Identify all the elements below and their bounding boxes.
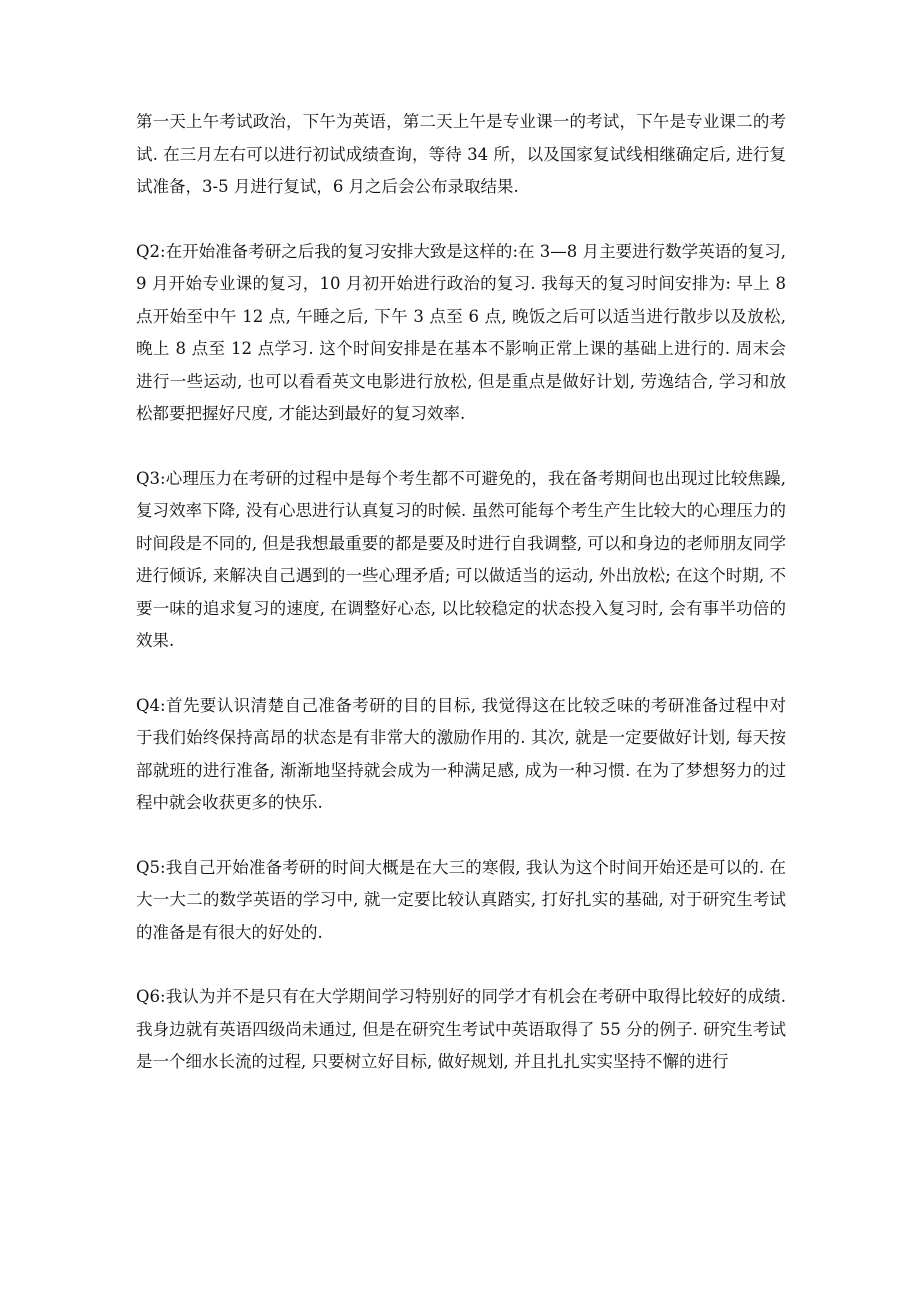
paragraph-q4 [136, 690, 786, 820]
paragraph-exam-schedule [136, 106, 786, 204]
paragraph-q5 [136, 852, 786, 950]
question-label-q3: Q3: [136, 468, 166, 488]
question-label-q4: Q4: [136, 695, 166, 715]
paragraph-text: 我自己开始准备考研的时间大概是在大三的寒假, 我认为这个时间开始还是可以的. 在大一大二的数学英语的学习中, 就一定要比较认真踏实, 打好扎实的基础, 对于研究生考试的准备是有很大的好处的. [136, 857, 786, 942]
paragraph-text: 心理压力在考研的过程中是每个考生都不可避免的，我在备考期间也出现过比较焦躁, 复习效率下降, 没有心思进行认真复习的时候. 虽然可能每个考生产生比较大的心理压力的时间段是不同的, 但是我想最重要的都是要及时进行自我调整, 可以和身边的老师朋友同学进行倾诉, 来解决自己遇到的一些心理矛盾; 可以做适当的运动, 外出放松; 在这个时期, 不要一味的追求复习的速度, 在调整好心态, 以比较稳定的状态投入复习时, 会有事半功倍的效果. [136, 468, 786, 650]
paragraph-q3 [136, 463, 786, 658]
question-label-q2: Q2: [136, 241, 166, 261]
document-body [136, 106, 786, 1079]
question-label-q6: Q6: [136, 987, 166, 1006]
paragraph-q2 [136, 236, 786, 431]
paragraph-text: 我认为并不是只有在大学期间学习特别好的同学才有机会在考研中取得比较好的成绩. 我身边就有英语四级尚未通过, 但是在研究生考试中英语取得了 55 分的例子. 研究生考试是一个细水长流的过程, 只要树立好目标, 做好规划, 并且扎扎实实坚持不懈的进行 [136, 987, 786, 1071]
paragraph-q6 [136, 981, 786, 1079]
paragraph-text: 第一天上午考试政治，下午为英语，第二天上午是专业课一的考试，下午是专业课二的考试. 在三月左右可以进行初试成绩查询，等待 34 所，以及国家复试线相继确定后, 进行复试准备，3-5 月进行复试，6 月之后会公布录取结果. [136, 112, 786, 196]
question-label-q5: Q5: [136, 857, 166, 877]
paragraph-text: 首先要认识清楚自己准备考研的目的目标, 我觉得这在比较乏味的考研准备过程中对于我们始终保持高昂的状态是有非常大的激励作用的. 其次, 就是一定要做好计划, 每天按部就班的进行准备, 渐渐地坚持就会成为一种满足感, 成为一种习惯. 在为了梦想努力的过程中就会收获更多的快乐. [136, 695, 786, 812]
paragraph-text: 在开始准备考研之后我的复习安排大致是这样的:在 3—8 月主要进行数学英语的复习, 9 月开始专业课的复习，10 月初开始进行政治的复习. 我每天的复习时间安排为: 早上 8 点开始至中午 12 点, 午睡之后, 下午 3 点至 6 点, 晚饭之后可以适当进行散步以及放松, 晚上 8 点至 12 点学习. 这个时间安排是在基本不影响正常上课的基础上进行的. 周末会进行一些运动, 也可以看看英文电影进行放松, 但是重点是做好计划, 劳逸结合, 学习和放松都要把握好尺度, 才能达到最好的复习效率. [136, 241, 786, 423]
